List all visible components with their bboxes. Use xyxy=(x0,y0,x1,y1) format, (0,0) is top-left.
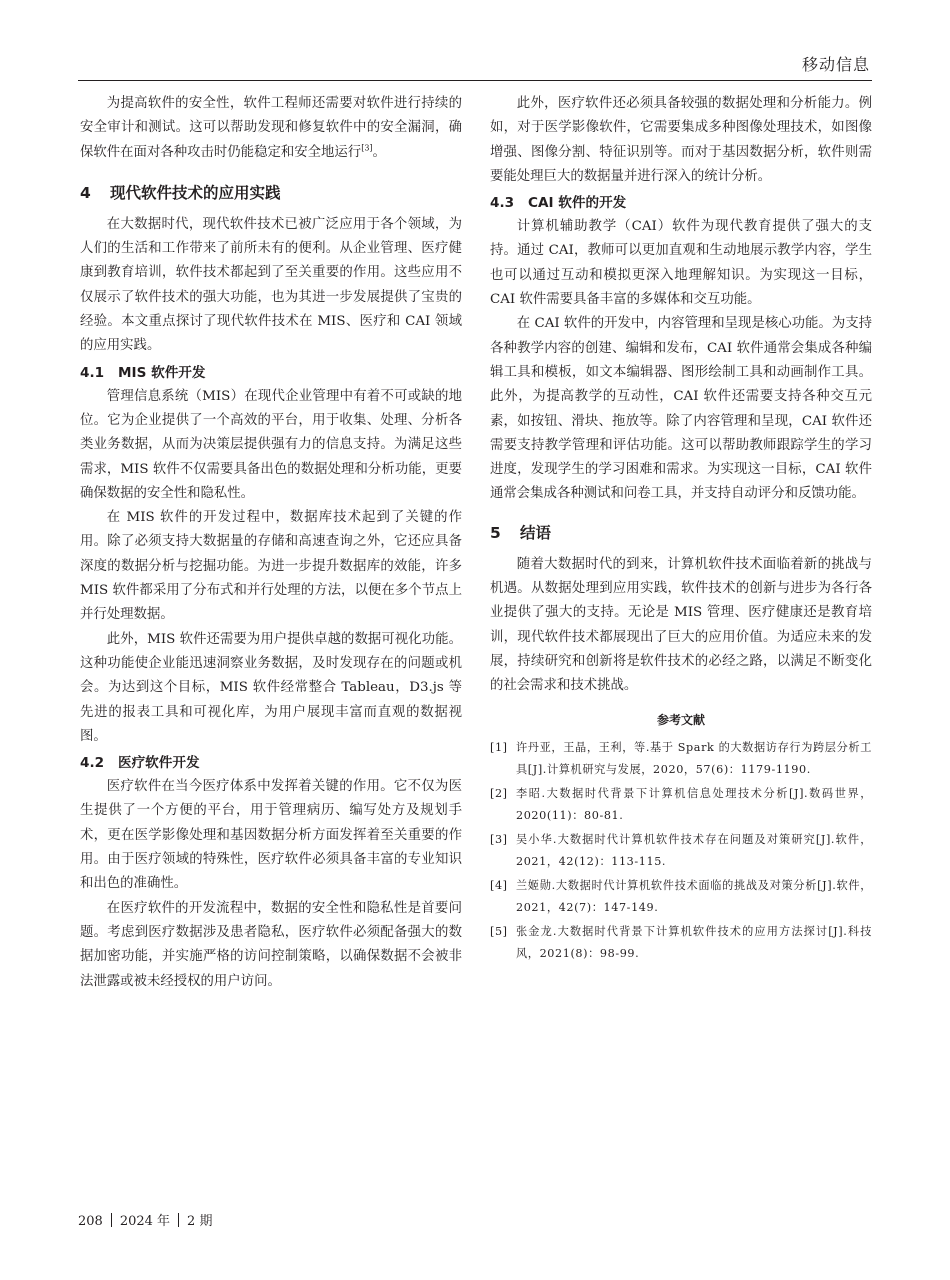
medical-paragraph-3: 此外，医疗软件还必须具备较强的数据处理和分析能力。例如，对于医学影像软件，它需要集成多种图像处理技术，如图像增强、图像分割、特征识别等。而对于基因数据分析，软件则需要能处理巨大的数据量并进行深入的统计分析。 xyxy=(490,96,872,184)
footer-separator xyxy=(111,1213,112,1227)
section-4-1-title: MIS 软件开发 xyxy=(118,364,206,381)
mis-paragraph-2: 在 MIS 软件的开发过程中，数据库技术起到了关键的作用。除了必须支持大数据量的存储和高速查询之外，它还应具备深度的数据分析与挖掘功能。为进一步提升数据库的效能，许多 MIS 软件都采用了分布式和并行处理的方法，以便在多个节点上并行处理数据。 xyxy=(80,510,462,623)
citation-3[interactable]: [3] xyxy=(361,143,373,153)
footer-separator xyxy=(178,1213,179,1227)
section-4-3-heading xyxy=(490,191,872,215)
journal-title: 移动信息 xyxy=(801,55,870,74)
reference-text: 张金龙.大数据时代背景下计算机软件技术的应用方法探讨[J].科技风，2021(8)：98-99. xyxy=(516,924,872,960)
reference-item xyxy=(490,783,872,827)
section-4-2-title: 医疗软件开发 xyxy=(118,755,200,772)
cai-paragraph-1: 计算机辅助教学（CAI）软件为现代教育提供了强大的支持。通过 CAI，教师可以更加直观和生动地展示教学内容，学生也可以通过互动和模拟更深入地理解知识。为实现这一目标，CAI 软件需要具备丰富的多媒体和交互功能。 xyxy=(490,219,872,308)
section-4-heading xyxy=(80,179,462,207)
intro-paragraph xyxy=(80,92,462,165)
reference-number: [5] xyxy=(490,924,508,938)
section-4-2-number: 4.2 xyxy=(80,755,105,772)
header-rule xyxy=(78,80,872,81)
reference-item xyxy=(490,737,872,781)
mis-paragraph-1: 管理信息系统（MIS）在现代企业管理中有着不可或缺的地位。它为企业提供了一个高效的平台，用于收集、处理、分析各类业务数据，从而为决策层提供强有力的信息支持。为满足这些需求，MIS 软件不仅需要具备出色的数据处理和分析功能，更要确保数据的安全性和隐私性。 xyxy=(80,388,462,501)
medical-paragraph-2: 在医疗软件的开发流程中，数据的安全性和隐私性是首要问题。考虑到医疗数据涉及患者隐私，医疗软件必须配备强大的数据加密功能，并实施严格的访问控制策略，以确保数据不会被非法泄露或被未经授权的用户访问。 xyxy=(80,900,462,989)
footer-issue: 2 期 xyxy=(187,1214,213,1229)
mis-paragraph-3: 此外，MIS 软件还需要为用户提供卓越的数据可视化功能。这种功能使企业能迅速洞察业务数据，及时发现存在的问题或机会。为达到这个目标，MIS 软件经常整合 Tableau，D3.js 等先进的报表工具和可视化库，为用户展现丰富而直观的数据视图。 xyxy=(80,631,462,744)
section-5-number: 5 xyxy=(490,523,501,542)
section-4-1-number: 4.1 xyxy=(80,364,105,381)
references-title: 参考文献 xyxy=(656,712,705,727)
section-4-number: 4 xyxy=(80,183,91,202)
intro-paragraph-end: 。 xyxy=(372,144,386,160)
medical-paragraph-1: 医疗软件在当今医疗体系中发挥着关键的作用。它不仅为医生提供了一个方便的平台，用于管理病历、编写处方及规划手术，更在医学影像处理和基因数据分析方面发挥着至关重要的作用。由于医疗领域的特殊性，医疗软件必须具备丰富的专业知识和出色的准确性。 xyxy=(80,779,462,892)
section-5-title: 结语 xyxy=(520,523,552,542)
reference-text: 许丹亚，王晶，王利，等.基于 Spark 的大数据访存行为跨层分析工具[J].计算机研究与发展，2020，57(6)：1179-1190. xyxy=(516,740,872,776)
footer-year: 2024 年 xyxy=(119,1214,171,1229)
section-4-2-heading xyxy=(80,751,462,775)
reference-text: 兰姬勋.大数据时代计算机软件技术面临的挑战及对策分析[J].软件，2021，42(7)：147-149. xyxy=(516,878,872,914)
page-footer xyxy=(78,1210,212,1229)
reference-text: 吴小华.大数据时代计算机软件技术存在问题及对策研究[J].软件，2021，42(12)：113-115. xyxy=(516,832,872,868)
right-column xyxy=(490,92,872,967)
section-4-1-heading xyxy=(80,361,462,385)
reference-number: [4] xyxy=(490,878,508,892)
reference-item xyxy=(490,875,872,919)
cai-paragraph-2: 在 CAI 软件的开发中，内容管理和呈现是核心功能。为支持各种教学内容的创建、编辑和发布，CAI 软件通常会集成各种编辑工具和模板，如文本编辑器、图形绘制工具和动画制作工具。此外，为提高教学的互动性，CAI 软件还需要支持各种交互元素，如按钮、滑块、拖放等。除了内容管理和呈现，CAI 软件还需要支持教学管理和评估功能。这可以帮助教师跟踪学生的学习进度，发现学生的学习困难和需求。为实现这一目标，CAI 软件通常会集成各种测试和问卷工具，并支持自动评分和反馈功能。 xyxy=(490,316,872,502)
reference-text: 李昭.大数据时代背景下计算机信息处理技术分析[J].数码世界，2020(11)：80-81. xyxy=(516,786,872,822)
reference-item xyxy=(490,921,872,965)
section-4-title: 现代软件技术的应用实践 xyxy=(110,183,281,202)
section-4-3-number: 4.3 xyxy=(490,195,515,212)
reference-number: [3] xyxy=(490,832,508,846)
section-5-heading xyxy=(490,519,872,547)
section-4-3-title: CAI 软件的开发 xyxy=(528,195,627,212)
reference-number: [2] xyxy=(490,786,508,800)
conclusion-paragraph: 随着大数据时代的到来，计算机软件技术面临着新的挑战与机遇。从数据处理到应用实践，软件技术的创新与进步为各行各业提供了强大的支持。无论是 MIS 管理、医疗健康还是教育培训，现代软件技术都展现出了巨大的应用价值。为适应未来的发展，持续研究和创新将是软件技术的必经之路，以满足不断变化的社会需求和技术挑战。 xyxy=(490,556,872,694)
reference-item xyxy=(490,829,872,873)
section-4-intro: 在大数据时代，现代软件技术已被广泛应用于各个领域，为人们的生活和工作带来了前所未有的便利。从企业管理、医疗健康到教育培训，软件技术都起到了至关重要的作用。这些应用不仅展示了软件技术的强大功能，也为其进一步发展提供了宝贵的经验。本文重点探讨了现代软件技术在 MIS、医疗和 CAI 领域的应用实践。 xyxy=(80,216,462,354)
intro-paragraph-text: 为提高软件的安全性，软件工程师还需要对软件进行持续的安全审计和测试。这可以帮助发现和修复软件中的安全漏洞，确保软件在面对各种攻击时仍能稳定和安全地运行 xyxy=(80,96,462,160)
reference-number: [1] xyxy=(490,740,508,754)
left-column xyxy=(80,92,462,994)
page-number: 208 xyxy=(78,1214,103,1229)
